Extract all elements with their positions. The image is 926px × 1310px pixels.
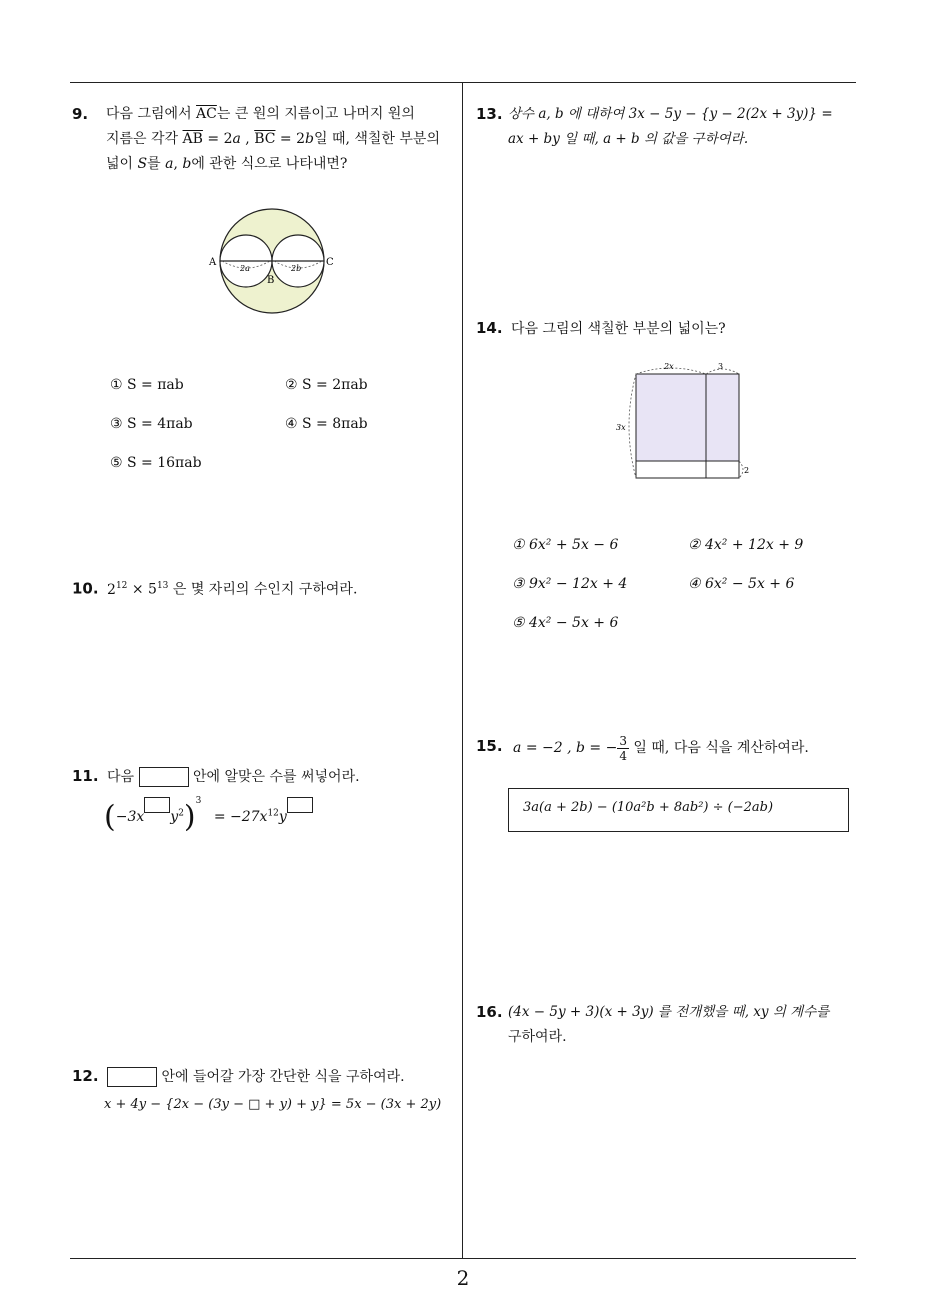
label-3-top: 3 [718, 362, 724, 371]
q9-option-1[interactable]: ① S = πab [110, 377, 184, 393]
question-number: 15. [476, 737, 503, 755]
question-number: 9. [72, 105, 89, 123]
text: , [173, 156, 183, 172]
text: 일 때, 다음 식을 계산하여라. [628, 740, 809, 756]
exponent-blank[interactable] [144, 797, 170, 813]
exponent-blank[interactable] [287, 797, 313, 813]
q14-option-4[interactable]: ④ 6x² − 5x + 6 [688, 576, 795, 592]
shaded-region [636, 374, 706, 461]
question-number: 10. [72, 579, 99, 598]
label-2x: 2x [664, 362, 674, 371]
q9-option-3[interactable]: ③ S = 4πab [110, 416, 193, 432]
var: S [137, 156, 148, 172]
text: 안에 들어갈 가장 간단한 식을 구하여라. [157, 1069, 405, 1085]
text: = 2 [275, 131, 306, 147]
text: 일 때, 색칠한 부분의 [313, 131, 440, 147]
text: 다음 그림에서 [106, 106, 197, 122]
paren-close: ) [183, 799, 196, 835]
fraction [617, 734, 629, 763]
label-B: B [267, 275, 275, 286]
exp: 12 [267, 808, 279, 819]
question-number: 11. [72, 767, 99, 785]
term: −3x [115, 809, 145, 825]
q9-circles-figure [200, 195, 360, 330]
q14-option-3[interactable]: ③ 9x² − 12x + 4 [512, 576, 628, 592]
question-10 [72, 574, 357, 603]
q13-line1: 상수 a, b 에 대하여 3x − 5y − {y − 2(2x + 3y)} = [508, 106, 833, 122]
q9-option-4[interactable]: ④ S = 8πab [285, 416, 368, 432]
q14-option-1[interactable]: ① 6x² + 5x − 6 [512, 537, 619, 553]
rhs: = −27x [213, 809, 268, 825]
label-2b: 2b [291, 264, 302, 273]
question-14 [476, 316, 726, 342]
text: × 5 [127, 581, 157, 598]
column-divider [462, 82, 463, 1258]
q14-option-2[interactable]: ② 4x² + 12x + 9 [688, 537, 804, 553]
question-number: 12. [72, 1067, 99, 1085]
var: b [305, 131, 314, 147]
exp: 2 [178, 808, 184, 819]
question-number: 16. [476, 1003, 503, 1021]
segment-bc: $\overline{BC}$ [254, 131, 276, 147]
question-number: 13. [476, 105, 503, 123]
label-C: C [326, 257, 334, 268]
answer-blank[interactable] [107, 1067, 157, 1087]
term: y [278, 809, 287, 825]
base: 2 [107, 581, 116, 598]
segment-ab: $\overline{AB}$ [182, 131, 203, 147]
numerator: 3 [619, 734, 627, 748]
paren-open: ( [104, 799, 116, 835]
q9-option-5[interactable]: ⑤ S = 16πab [110, 455, 202, 471]
text: 를 [147, 156, 166, 172]
text: , [240, 131, 255, 147]
expression: 3a(a + 2b) − (10a²b + 8ab²) ÷ (−2ab) [523, 800, 774, 815]
label-3x: 3x [616, 423, 626, 432]
text: 안에 알맞은 수를 써넣어라. [188, 769, 360, 785]
text: 다음 그림의 색칠한 부분의 넓이는? [511, 321, 726, 337]
text: = 2 [202, 131, 233, 147]
denominator: 4 [619, 749, 627, 763]
shaded-region-right [706, 374, 739, 461]
dim-left [629, 374, 636, 478]
bottom-rule [70, 1258, 856, 1259]
text: 는 큰 원의 지름이고 나머지 원의 [216, 106, 415, 122]
dim-right [739, 461, 743, 478]
exp: 13 [156, 581, 169, 591]
answer-blank[interactable] [139, 767, 189, 787]
var: a [165, 156, 174, 172]
page-number: 2 [456, 1266, 470, 1290]
label-A: A [209, 257, 217, 268]
exp: 12 [115, 581, 128, 591]
question-number: 14. [476, 319, 503, 337]
text: 다음 [107, 769, 139, 785]
q12-equation: x + 4y − {2x − (3y − □ + y) + y} = 5x − (3x + 2y) [104, 1097, 442, 1112]
question-12 [72, 1064, 405, 1090]
q16-line1: (4x − 5y + 3)(x + 3y) 를 전개했을 때, xy 의 계수를 [508, 1004, 830, 1020]
term: y [170, 809, 179, 825]
question-11 [72, 764, 360, 790]
q14-rectangle-figure [612, 360, 762, 485]
text: 에 관한 식으로 나타내면? [191, 156, 348, 172]
question-15 [476, 734, 809, 763]
top-rule [70, 82, 856, 83]
label-2-right: 2 [744, 466, 750, 475]
q15-expression-box [508, 788, 849, 832]
segment-ac: $\overline{AC}$ [196, 106, 217, 122]
condition: a = −2 , b = − [513, 740, 618, 756]
q16-line2: 구하여라. [508, 1029, 567, 1045]
text: 은 몇 자리의 수인지 구하여라. [168, 581, 358, 598]
var: b [182, 156, 192, 172]
text: 지름은 각각 [106, 131, 183, 147]
q11-equation [104, 796, 313, 835]
var: a [232, 131, 241, 147]
label-2a: 2a [240, 264, 250, 273]
text: 넓이 [106, 156, 138, 172]
q9-option-2[interactable]: ② S = 2πab [285, 377, 368, 393]
q14-option-5[interactable]: ⑤ 4x² − 5x + 6 [512, 615, 619, 631]
outer-exp: 3 [195, 796, 202, 806]
q13-line2: ax + by 일 때, a + b 의 값을 구하여라. [508, 131, 749, 147]
